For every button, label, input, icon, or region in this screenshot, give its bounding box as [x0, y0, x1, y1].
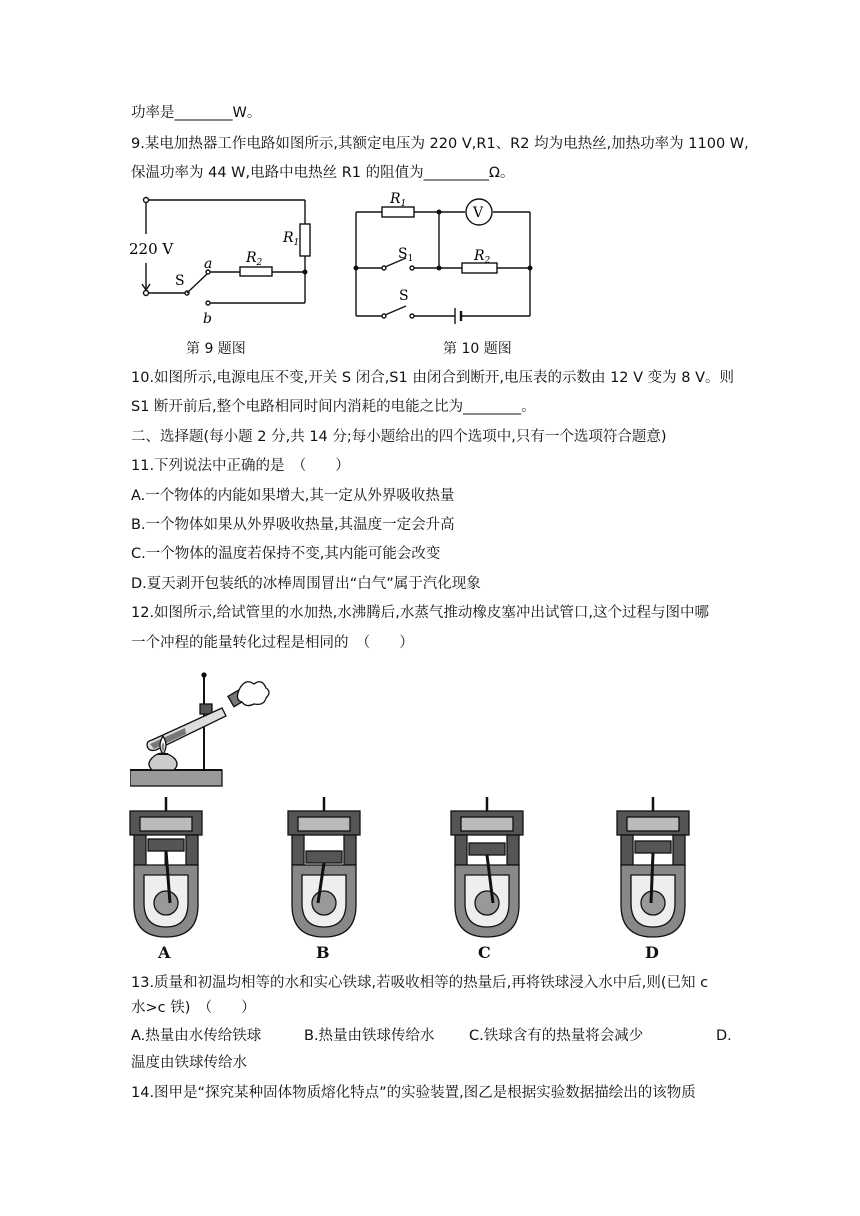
r2-label: R [246, 250, 257, 266]
engine-label-d: D [645, 943, 659, 962]
question-10-line1: 10.如图所示,电源电压不变,开关 S 闭合,S1 由闭合到断开,电压表的示数由 12 V 变为 8 V。则 [131, 370, 735, 386]
engine-stroke-a-figure [126, 795, 206, 940]
test-tube-apparatus-figure [130, 670, 270, 796]
r2-subscript: 2 [484, 256, 491, 266]
question-11-option-a: A.一个物体的内能如果增大,其一定从外界吸收热量 [131, 488, 455, 504]
question-11-option-b: B.一个物体如果从外界吸收热量,其温度一定会升高 [131, 517, 455, 533]
switch-s-label: S [399, 288, 409, 304]
switch-label: S [175, 273, 185, 289]
r1-subscript: 1 [293, 238, 300, 248]
question-11-stem: 11.下列说法中正确的是 （ ） [131, 458, 350, 474]
voltmeter-label: V [473, 205, 484, 221]
svg-text:R2 [473, 248, 491, 266]
question-13-line1: 13.质量和初温均相等的水和实心铁球,若吸收相等的热量后,再将铁球浸入水中后,则(已知 c [131, 975, 709, 991]
text-line: 功率是________W。 [131, 105, 262, 121]
question-11-option-d: D.夏天剥开包装纸的冰棒周围冒出“白气”属于汽化现象 [131, 576, 481, 592]
question-13-option-d: 温度由铁球传给水 [131, 1055, 247, 1071]
question-9-line2: 保温功率为 44 W,电路中电热丝 R1 的阻值为_________Ω。 [131, 165, 515, 181]
figure-10-circuit [352, 188, 542, 328]
question-14-line1: 14.图甲是“探究某种固体物质熔化特点”的实验装置,图乙是根据实验数据描绘出的该物质 [131, 1085, 696, 1101]
question-13-option-b: B.热量由铁球传给水 [304, 1028, 435, 1044]
question-11-option-c: C.一个物体的温度若保持不变,其内能可能会改变 [131, 546, 441, 562]
svg-text:R2 [245, 250, 263, 268]
svg-text:S1 [398, 246, 413, 264]
engine-label-b: B [316, 943, 330, 962]
figure-9-caption: 第 9 题图 [186, 341, 246, 357]
svg-text:R1 [389, 191, 406, 209]
terminal-b-label: b [203, 311, 212, 327]
figure-10-caption: 第 10 题图 [443, 341, 512, 357]
question-13-line2: 水>c 铁) （ ） [131, 1000, 256, 1016]
section-heading: 二、选择题(每小题 2 分,共 14 分;每小题给出的四个选项中,只有一个选项符合题意) [131, 429, 667, 445]
engine-label-a: A [158, 943, 171, 962]
voltage-label: 220 V [129, 240, 174, 258]
question-9-line1: 9.某电加热器工作电路如图所示,其额定电压为 220 V,R1、R2 均为电热丝,加热功率为 1100 W, [131, 136, 749, 152]
engine-stroke-d-figure [613, 795, 693, 940]
r1-label: R [283, 230, 294, 246]
s1-label: S [398, 246, 408, 262]
question-13-option-c: C.铁球含有的热量将会减少 [469, 1028, 644, 1044]
r1-subscript: 1 [400, 199, 407, 209]
question-10-line2: S1 断开前后,整个电路相同时间内消耗的电能之比为________。 [131, 399, 536, 415]
engine-stroke-b-figure [284, 795, 364, 940]
s1-subscript: 1 [407, 254, 414, 264]
engine-stroke-c-figure [447, 795, 527, 940]
terminal-a-label: a [204, 256, 213, 272]
r1-label: R [390, 191, 401, 207]
question-12-line1: 12.如图所示,给试管里的水加热,水沸腾后,水蒸气推动橡皮塞冲出试管口,这个过程与图中哪 [131, 605, 709, 621]
r2-subscript: 2 [256, 258, 263, 268]
figure-9-circuit [125, 190, 325, 330]
engine-label-c: C [478, 943, 491, 962]
r2-label: R [474, 248, 485, 264]
question-13-option-d-label: D. [716, 1028, 732, 1044]
question-13-option-a: A.热量由水传给铁球 [131, 1028, 262, 1044]
question-12-line2: 一个冲程的能量转化过程是相同的 （ ） [131, 635, 414, 651]
svg-text:R1 [282, 230, 299, 248]
